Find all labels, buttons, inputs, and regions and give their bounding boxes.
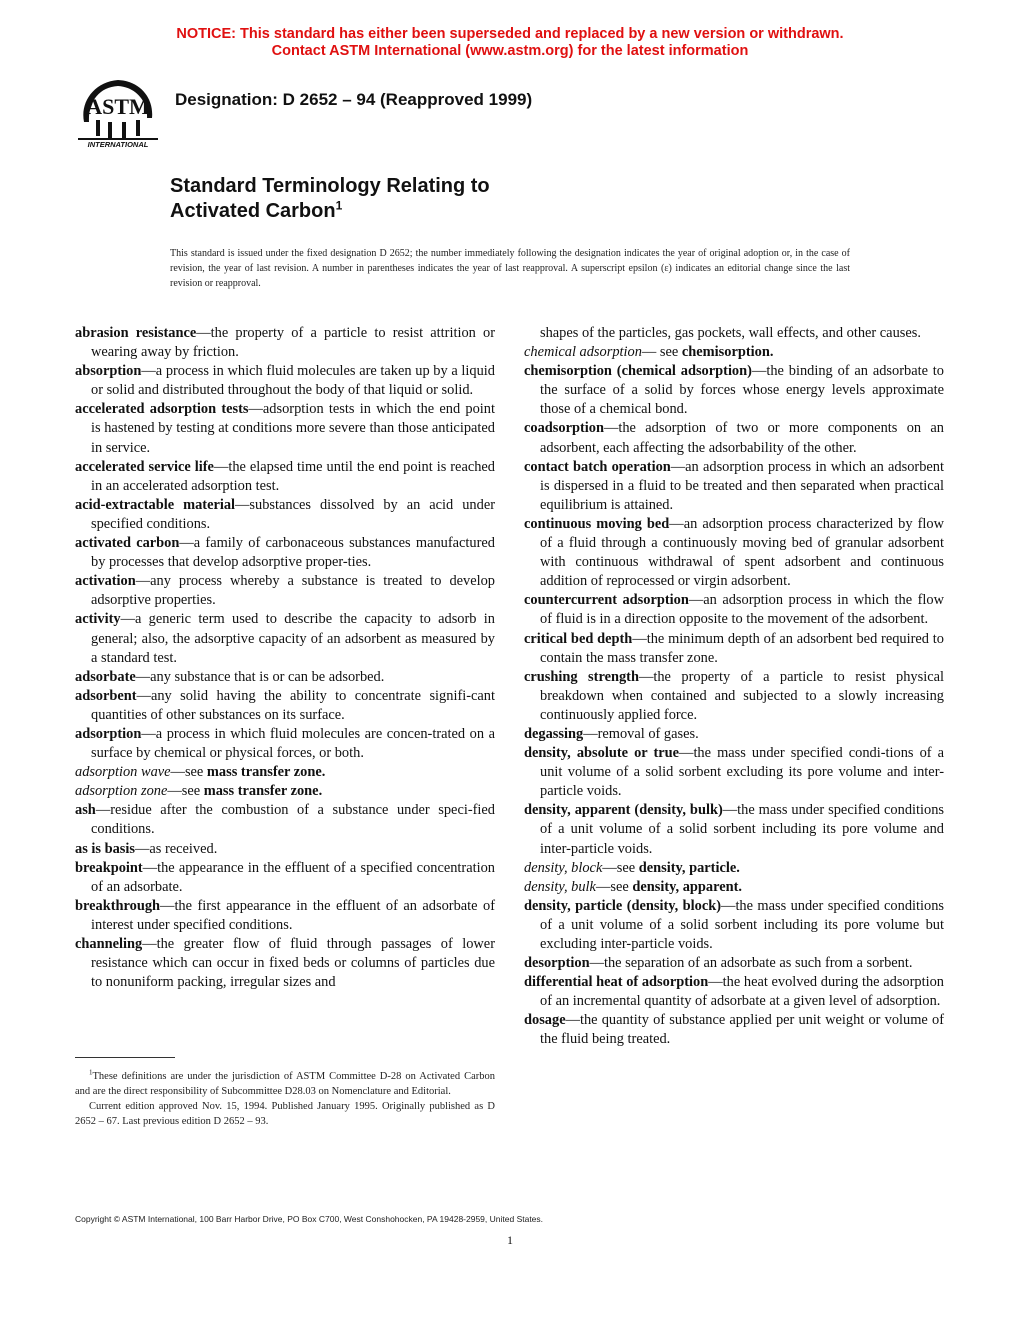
glossary-entry	[524, 878, 944, 897]
glossary-term: adsorbate	[75, 668, 136, 685]
glossary-term: density, block	[524, 859, 603, 876]
glossary-entry	[524, 515, 944, 591]
glossary-definition: —see	[167, 783, 204, 800]
glossary-definition: —the greater flow of fluid through passages of lower resistance which can occur in fixed beds or columns of particles due to nonuniform packing, irregular sizes and	[91, 936, 495, 991]
glossary-definition: —the quantity of substance applied per unit weight or volume of the fluid being treated.	[540, 1012, 944, 1048]
glossary-term: channeling	[75, 936, 143, 952]
glossary-entry	[524, 591, 944, 629]
see-reference: density, apparent.	[632, 878, 743, 895]
glossary-definition: —the elapsed time until the end point is reached in an accelerated adsorption test.	[91, 458, 495, 494]
glossary-term: ash	[75, 802, 96, 819]
right-entries	[524, 343, 944, 1049]
glossary-entry	[524, 801, 944, 858]
glossary-entry	[75, 763, 495, 782]
glossary-term: degassing	[524, 725, 584, 742]
glossary-entry	[75, 534, 495, 572]
logo-subtext: INTERNATIONAL	[87, 140, 149, 148]
glossary-entry	[524, 458, 944, 515]
glossary-definition: —removal of gases.	[583, 725, 699, 742]
glossary-term: adsorbent	[75, 687, 137, 704]
glossary-definition: —an adsorption process characterized by flow of a fluid through a continuously moving bed of granular adsorbent with continuous withdrawal of spent adsorbent and continuous addition of reprocessed or virgin adsorbent.	[540, 515, 944, 590]
glossary-term: dosage	[524, 1012, 566, 1029]
footnotes	[75, 1069, 495, 1129]
title-line-1: Standard Terminology Relating to	[170, 175, 490, 197]
glossary-term: as is basis	[75, 840, 135, 857]
glossary-term: breakthrough	[75, 897, 161, 914]
glossary-entry	[524, 1011, 944, 1049]
glossary-term: differential heat of adsorption	[524, 974, 709, 991]
footnote-1: $^1$These definitions are under the jurisdiction of ASTM Committee D-28 on Activated Carbon and are the direct responsibility of Subcommittee D28.03 on Nomenclature and Editorial.	[75, 1068, 495, 1097]
glossary-definition: —the mass under specified conditions of a unit volume of a solid sorbent including its pore volume but excluding inter-particle voids.	[540, 897, 944, 952]
glossary-term: density, bulk	[524, 878, 596, 895]
notice-banner	[0, 26, 1020, 60]
glossary-definition: —the binding of an adsorbate to the surface of a solid by forces whose energy levels approximate those of a chemical bond.	[540, 363, 944, 418]
footnote-rule	[75, 1057, 175, 1058]
glossary-term: contact batch operation	[524, 458, 671, 475]
page-number: 1	[507, 1233, 513, 1247]
left-column	[75, 324, 495, 992]
glossary-term: absorption	[75, 363, 142, 380]
glossary-term: activated carbon	[75, 535, 180, 552]
glossary-entry	[75, 801, 495, 839]
glossary-entry	[75, 458, 495, 496]
glossary-definition: —the mass under specified conditions of a unit volume of a solid sorbent including its pore volume and inter-particle voids.	[540, 802, 944, 857]
glossary-entry	[75, 897, 495, 935]
glossary-definition: —the mass under specified condi-tions of a unit volume of a solid sorbent excluding its pore volume and inter-particle voids.	[540, 745, 944, 800]
title-footnote-ref: 1	[335, 198, 343, 213]
glossary-term: activation	[75, 573, 136, 590]
designation: Designation: D 2652 – 94 (Reapproved 1999)	[175, 90, 533, 109]
glossary-term: adsorption zone	[75, 783, 168, 800]
title-line-2: Activated Carbon$^1$	[170, 198, 343, 222]
glossary-term: density, particle (density, block)	[524, 897, 722, 914]
glossary-entry	[75, 840, 495, 859]
page-title	[170, 174, 490, 224]
glossary-definition: —a family of carbonaceous substances manufactured by processes that develop adsorptive proper-ties.	[91, 535, 496, 571]
glossary-term: adsorption wave	[75, 764, 171, 781]
glossary-term: accelerated service life	[75, 458, 214, 475]
glossary-definition: —as received.	[135, 840, 218, 857]
glossary-definition: —see	[595, 878, 633, 895]
glossary-entry	[75, 610, 495, 667]
astm-international-logo	[74, 76, 162, 148]
glossary-entry	[75, 324, 495, 362]
glossary-definition: —the appearance in the effluent of a specified concentration of an adsorbate.	[91, 859, 495, 895]
glossary-entry	[75, 859, 495, 897]
glossary-definition: —a process in which fluid molecules are concen-trated on a surface by chemical or physical forces, or both.	[91, 725, 495, 762]
glossary-definition: —the first appearance in the effluent of an adsorbate of interest under specified conditions.	[91, 897, 495, 933]
glossary-term: chemisorption (chemical adsorption)	[524, 363, 752, 380]
right-column	[524, 324, 944, 1050]
glossary-term: breakpoint	[75, 859, 143, 876]
glossary-definition: —residue after the combustion of a substance under speci-fied conditions.	[91, 802, 495, 838]
glossary-entry	[75, 496, 495, 534]
logo-text: ASTM	[86, 94, 150, 119]
glossary-term: desorption	[524, 955, 590, 972]
glossary-term: coadsorption	[524, 420, 604, 437]
glossary-entry	[524, 744, 944, 801]
glossary-definition: —any solid having the ability to concentrate signifi-cant quantities of other substances on its surface.	[91, 687, 495, 723]
glossary-entry	[75, 687, 495, 725]
glossary-entry	[75, 362, 495, 400]
glossary-term: abrasion resistance	[75, 325, 197, 341]
see-reference: mass transfer zone.	[203, 783, 323, 800]
glossary-definition: —an adsorption process in which the flow of fluid is in a direction opposite to the movement of the adsorbent.	[540, 592, 944, 628]
copyright: Copyright © ASTM International, 100 Barr Harbor Drive, PO Box C700, West Conshohocken, PA 19428-2959, United States.	[75, 1214, 544, 1224]
glossary-definition: —the heat evolved during the adsorption of an incremental quantity of adsorbate at a given level of adsorption.	[540, 974, 944, 1010]
glossary-term: density, absolute or true	[524, 745, 680, 762]
glossary-definition: —the separation of an adsorbate as such from a sorbent.	[589, 955, 913, 972]
glossary-term: accelerated adsorption tests	[75, 401, 249, 418]
glossary-definition: —adsorption tests in which the end point is hastened by testing at conditions more severe than those anticipated in service.	[91, 401, 495, 456]
glossary-entry	[524, 668, 944, 725]
glossary-definition: —any process whereby a substance is treated to develop adsorptive properties.	[91, 573, 495, 609]
footnote-2: Current edition approved Nov. 15, 1994. Published January 1995. Originally published as D 2652 – 67. Last previous edition D 2652 – 93.	[75, 1101, 495, 1127]
glossary-definition: —see	[602, 859, 639, 876]
glossary-entry	[524, 362, 944, 419]
glossary-definition: —the adsorption of two or more components on an adsorbent, each affecting the adsorbability of the other.	[540, 420, 944, 456]
glossary-entry	[75, 572, 495, 610]
glossary-entry	[75, 668, 495, 687]
glossary-definition: —the minimum depth of an adsorbent bed required to contain the mass transfer zone.	[540, 630, 944, 666]
glossary-entry	[524, 897, 944, 954]
glossary-entry	[524, 419, 944, 457]
see-reference: chemisorption.	[681, 344, 774, 361]
see-reference: density, particle.	[638, 859, 740, 876]
glossary-term: acid-extractable material	[75, 496, 236, 513]
glossary-entry	[524, 725, 944, 744]
glossary-term: activity	[75, 611, 121, 628]
glossary-entry	[524, 954, 944, 973]
glossary-term: countercurrent adsorption	[524, 592, 689, 609]
notice-line-2: Contact ASTM International (www.astm.org) for the latest information	[271, 43, 749, 59]
glossary-term: chemical adsorption	[524, 344, 642, 361]
glossary-definition: —any substance that is or can be adsorbed.	[135, 668, 385, 685]
glossary-term: continuous moving bed	[524, 515, 670, 532]
see-reference: mass transfer zone.	[206, 764, 326, 781]
glossary-definition: —see	[170, 764, 207, 781]
glossary-term: adsorption	[75, 725, 142, 742]
glossary-entry	[75, 782, 495, 801]
glossary-definition: — see	[641, 344, 682, 361]
glossary-entry	[75, 400, 495, 457]
glossary-definition: —substances dissolved by an acid under specified conditions.	[91, 496, 495, 532]
glossary-definition: —an adsorption process in which an adsorbent is dispersed in a fluid to be treated and then separated when practical equilibrium is attained.	[540, 458, 944, 513]
glossary-definition: —a process in which fluid molecules are taken up by a liquid or solid and distributed throughout the body of that liquid or solid.	[91, 363, 495, 399]
glossary-term: density, apparent (density, bulk)	[524, 802, 723, 819]
glossary-entry	[75, 935, 495, 992]
glossary-definition: —the property of a particle to resist attrition or wearing away by friction.	[91, 325, 495, 361]
glossary-entry	[524, 859, 944, 878]
glossary-definition: —the property of a particle to resist physical breakdown when contained and subjected to a slowly increasing continuously applied force.	[540, 668, 945, 723]
notice-line-1: NOTICE: This standard has either been superseded and replaced by a new version or withdrawn.	[176, 26, 844, 42]
continuation-text: shapes of the particles, gas pockets, wall effects, and other causes.	[540, 325, 921, 341]
glossary-entry	[75, 725, 495, 763]
glossary-entry	[524, 343, 944, 362]
glossary-definition: —a generic term used to describe the capacity to adsorb in general; also, the adsorptive capacity of an adsorbent as measured by a standard test.	[91, 611, 495, 666]
glossary-entry	[524, 973, 944, 1011]
glossary-term: critical bed depth	[524, 630, 633, 647]
glossary-term: crushing strength	[524, 668, 639, 685]
glossary-entry	[524, 630, 944, 668]
intro-paragraph: This standard is issued under the fixed designation D 2652; the number immediately following the designation indicates the year of original adoption or, in the case of revision, the year of last revision. A number in parentheses indicates the year of last reapproval. A superscript epsilon (ε) indicates an editorial change since the last revision or reapproval.	[170, 248, 850, 289]
